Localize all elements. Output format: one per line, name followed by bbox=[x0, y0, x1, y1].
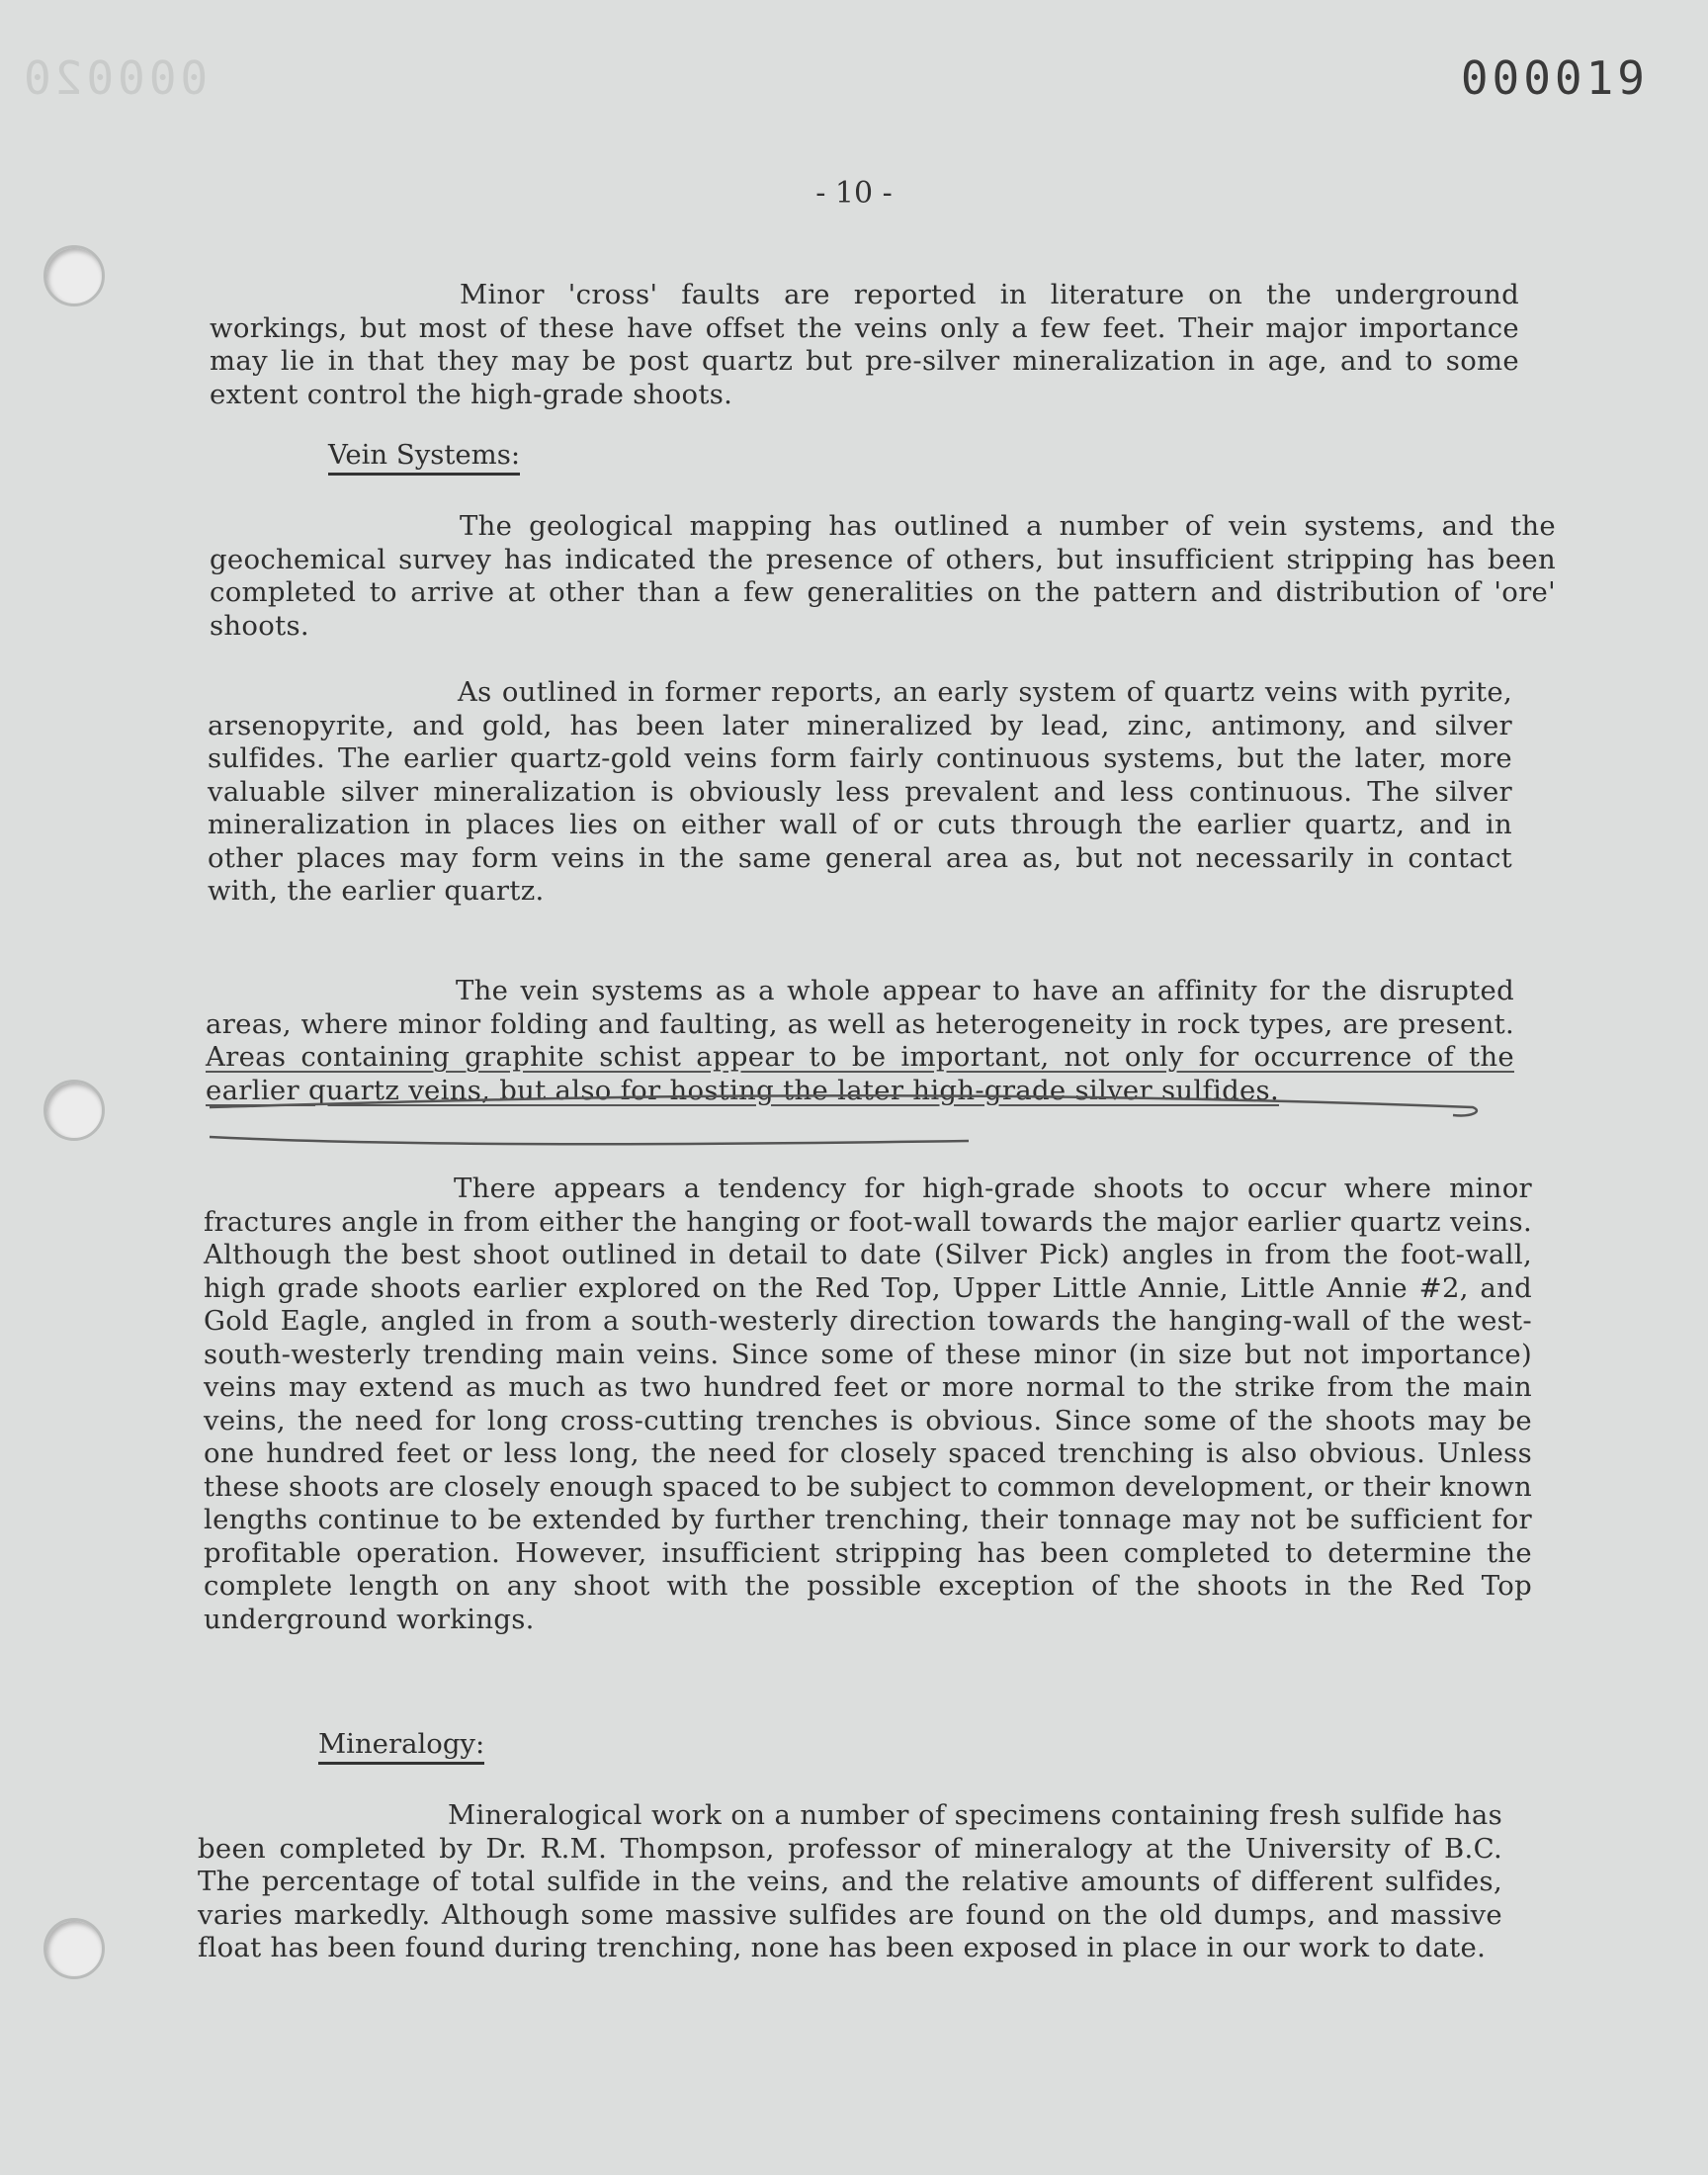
heading-mineralogy: Mineralogy: bbox=[318, 1728, 484, 1765]
paragraph-mineralogical-work bbox=[198, 1799, 1502, 1965]
paragraph-text: As outlined in former reports, an early system of quartz veins with pyrite, arsenopyrite, and gold, has been later mineralized by lead, zinc, antimony, and silver sulfides. The earlier quartz-gold veins form fairly continuous systems, but the later, more valuable silver mineralization is obviously less prevalent and less continuous. The silver mineralization in places lies on either wall of or cuts through the earlier quartz, and in other places may form veins in the same general area as, but not necessarily in contact with, the earlier quartz. bbox=[208, 676, 1512, 907]
paragraph-text: The geological mapping has outlined a number of vein systems, and the geochemical survey has indicated the presence of others, but insufficient stripping has been completed to arrive at other than a few generalities on the pattern and distribution of 'ore' shoots. bbox=[210, 510, 1556, 642]
paragraph-text: The vein systems as a whole appear to have an affinity for the disrupted areas, where minor folding and faulting, as well as heterogeneity in rock types, are present. bbox=[206, 975, 1514, 1040]
paragraph-high-grade-shoots bbox=[204, 1173, 1532, 1636]
paragraph-text: There appears a tendency for high-grade shoots to occur where minor fractures angle in from either the hanging or foot-wall towards the major earlier quartz veins. Although the best shoot outlined in detail to date (Silver Pick) angles in from the foot-wall, high grade shoots earlier explored on the Red Top, Upper Little Annie, Little Annie #2, and Gold Eagle, angled in from a south-westerly direction towards the hanging-wall of the west-south-westerly trending main veins. Since some of these minor (in size but not importance) veins may extend as much as two hundred feet or more normal to the strike from the main veins, the need for long cross-cutting trenches is obvious. Since some of the shoots may be one hundred feet or less long, the need for closely spaced trenching is also obvious. Unless these shoots are closely enough spaced to be subject to common development, or their known lengths continue to be extended by further trenching, their tonnage may not be sufficient for profitable operation. However, insufficient stripping has been completed to determine the complete length on any shoot with the possible exception of the shoots in the Red Top underground workings. bbox=[204, 1173, 1532, 1635]
underlined-passage: Areas containing graphite schist appear to be important, not only for occurrence of the earlier quartz veins, but also for hosting the later high-grade silver sulfides. bbox=[206, 1041, 1514, 1106]
heading-vein-systems: Vein Systems: bbox=[328, 439, 520, 476]
paragraph-text: Minor 'cross' faults are reported in literature on the underground workings, but most of these have offset the veins only a few feet. Their major importance may lie in that they may be post quartz but pre-silver mineralization in age, and to some extent control the high-grade shoots. bbox=[210, 279, 1519, 410]
pen-underline-stroke bbox=[210, 1095, 1477, 1115]
paragraph-text: Mineralogical work on a number of specimens containing fresh sulfide has been completed by Dr. R.M. Thompson, professor of mineralogy at the University of B.C. The percentage of total sulfide in the veins, and the relative amounts of different sulfides, varies markedly. Although some massive sulfides are found on the old dumps, and massive float has been found during trenching, none has been exposed in place in our work to date. bbox=[198, 1799, 1502, 1963]
page-number: - 10 - bbox=[815, 176, 893, 211]
page-stamp-number: 000019 bbox=[1460, 51, 1649, 105]
pen-underline-stroke bbox=[210, 1137, 969, 1144]
bleed-through-number: 000020 bbox=[20, 51, 209, 105]
